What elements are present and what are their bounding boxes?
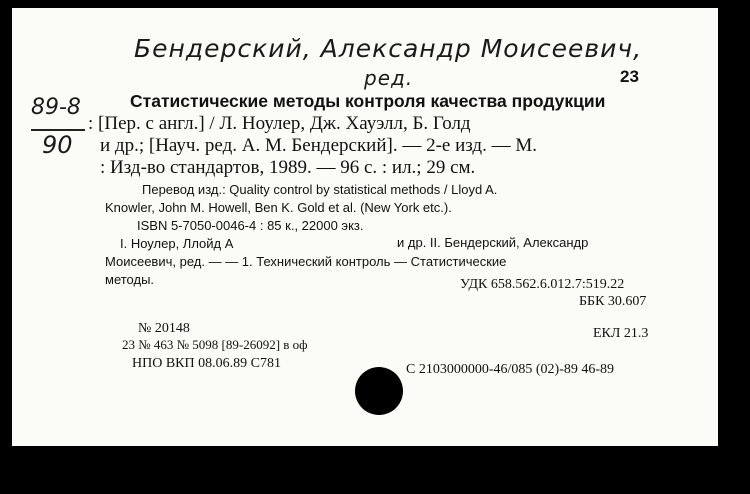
- handwritten-shelf-top: 89-8: [31, 95, 81, 120]
- npo-line: НПО ВКП 08.06.89 С781: [132, 356, 281, 371]
- punch-hole: [355, 367, 403, 415]
- price-code-line: С 2103000000-46/085 (02)-89 46-89: [406, 362, 615, 377]
- publisher-line: : Изд-во стандартов, 1989. — 96 с. : ил.; 29 см.: [100, 157, 476, 178]
- responsibility-line: : [Пер. с англ.] / Л. Ноулер, Дж. Хауэлл, Б. Голд: [88, 113, 471, 134]
- editor-edition-line: и др.; [Науч. ред. А. М. Бендерский]. — 2-е изд. — М.: [100, 135, 537, 156]
- original-title-line: Перевод изд.: Quality control by statistical methods / Lloyd A.: [142, 182, 498, 197]
- catalog-card: [12, 8, 718, 446]
- bbk-code: ББК 30.607: [579, 294, 647, 309]
- added-entry-line-1b: и др. II. Бендерский, Александр: [397, 235, 589, 250]
- added-entry-line-1a: I. Ноулер, Ллойд А: [120, 236, 234, 251]
- card-number: 23: [620, 67, 639, 86]
- ekl-code: ЕКЛ 21.3: [593, 326, 649, 341]
- handwritten-role: ред.: [364, 66, 414, 90]
- isbn-line: ISBN 5-7050-0046-4 : 85 к., 22000 экз.: [137, 218, 364, 233]
- handwritten-editor: Бендерский, Александр Моисеевич,: [134, 34, 643, 63]
- handwritten-shelf-bottom: 90: [42, 131, 73, 159]
- book-title: Статистические методы контроля качества продукции: [130, 91, 606, 111]
- added-entry-line-2: Моисеевич, ред. — — 1. Технический контроль — Статистические: [105, 254, 507, 269]
- order-number: № 20148: [138, 321, 190, 336]
- original-authors-line: Knowler, John M. Howell, Ben K. Gold et al. (New York etc.).: [105, 200, 452, 215]
- print-run-line: 23 № 463 № 5098 [89-26092] в оф: [122, 337, 308, 352]
- udk-code: УДК 658.562.6.012.7:519.22: [460, 277, 625, 292]
- added-entry-line-3: методы.: [105, 272, 155, 287]
